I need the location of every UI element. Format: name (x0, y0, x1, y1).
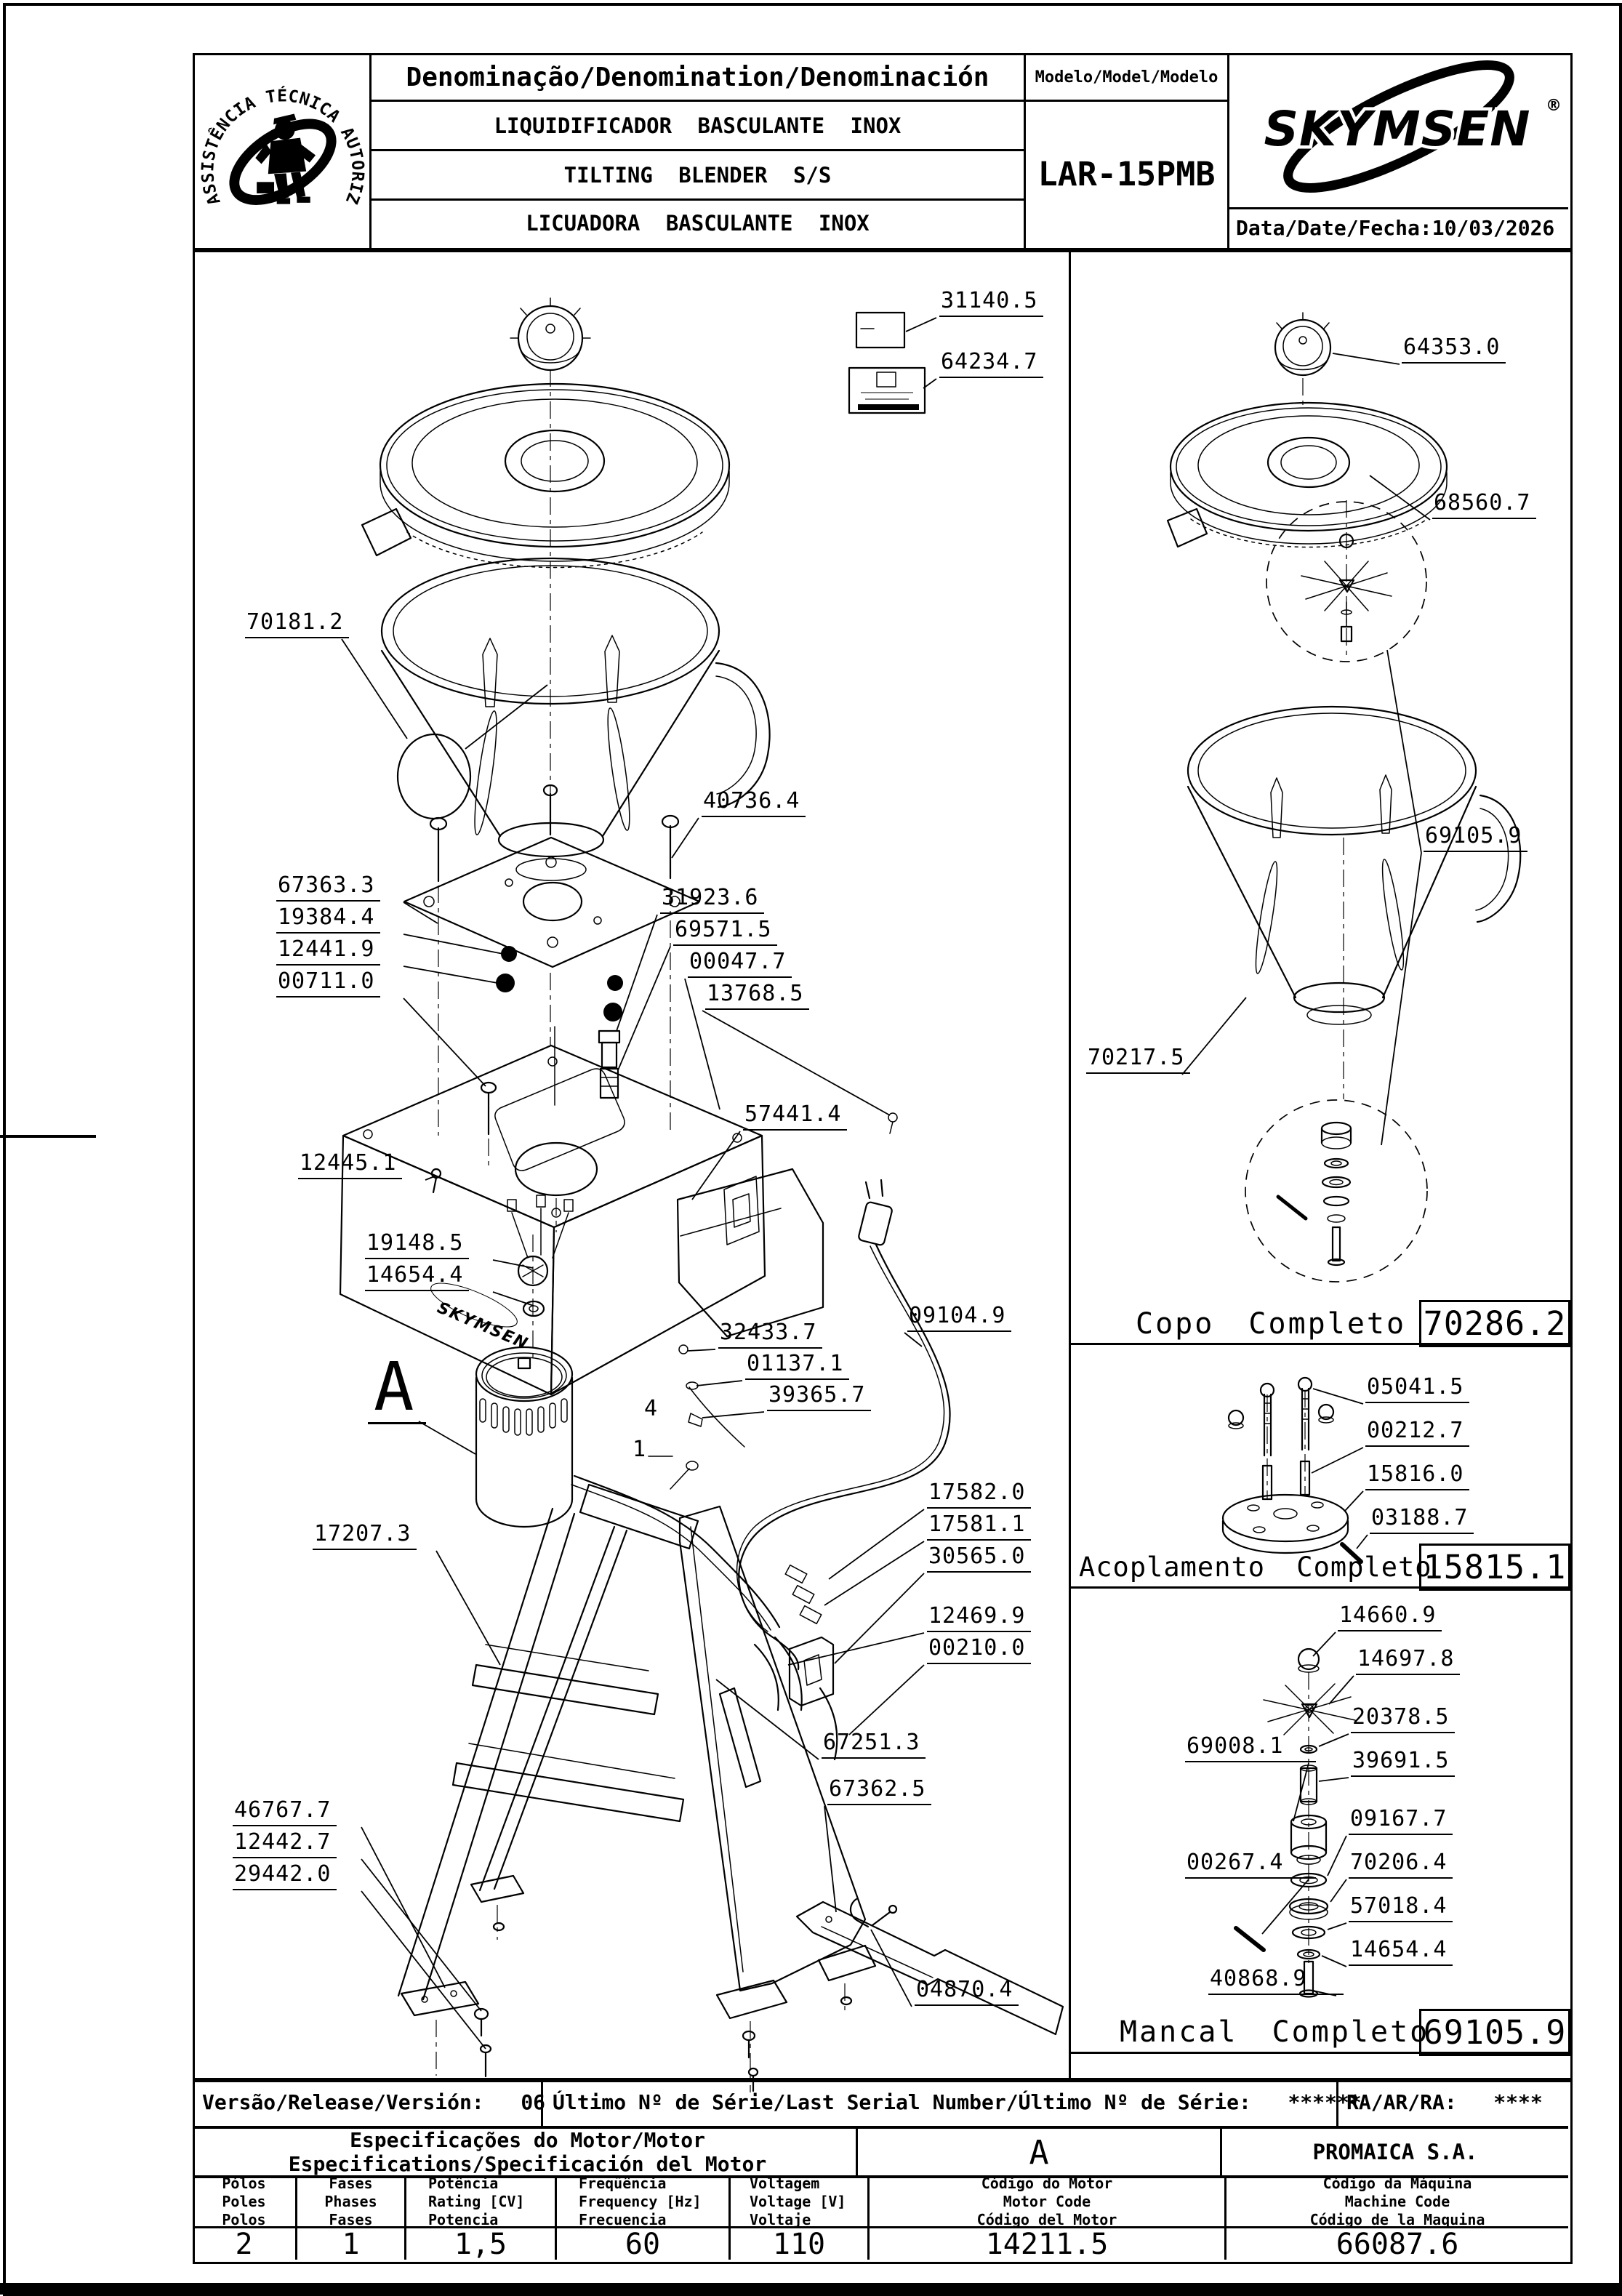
manufacturer-text: PROMAICA S.A. (1312, 2140, 1478, 2164)
part-callout: 30565.0 (927, 1545, 1031, 1573)
serial-value: ****** (1288, 2090, 1362, 2114)
spec-header-frequency (557, 2174, 750, 2228)
version-cell (202, 2079, 546, 2124)
part-callout: 31140.5 (939, 289, 1043, 317)
part-callout: 05041.5 (1365, 1376, 1469, 1403)
spec-header-phases (297, 2174, 404, 2228)
spec-header-poles (193, 2174, 295, 2228)
part-callout: 09104.9 (907, 1304, 1011, 1332)
spec-title-text: Especificações do Motor/Motor Especifications/Specificación del Motor (288, 2128, 767, 2176)
spec-header-line: Frequency [Hz] (579, 2192, 702, 2210)
skymsen-logo (1230, 55, 1567, 205)
version-label: Versão/Release/Versión: (202, 2090, 484, 2114)
right-assemblies-svg (1069, 248, 1568, 2078)
part-callout: 14697.8 (1356, 1647, 1460, 1675)
centerlines (438, 369, 670, 1358)
part-callout: 17581.1 (927, 1513, 1031, 1541)
brand-wordmark: SKYMSEN (1264, 101, 1531, 157)
spec-header-line: Motor Code (1003, 2192, 1091, 2210)
terminal-parts-drawing (507, 1195, 573, 1316)
spec-header-machine-code (1226, 2174, 1568, 2228)
jar-drawing (382, 558, 770, 880)
model-header-text: Modelo/Model/Modelo (1035, 68, 1218, 87)
part-callout: 14660.9 (1338, 1604, 1442, 1631)
spec-value-phases (297, 2228, 404, 2260)
spec-header-line: Voltaje (750, 2210, 811, 2228)
part-callout: 20378.5 (1351, 1706, 1455, 1733)
jar-cap-drawing (510, 298, 590, 370)
part-callout: 70206.4 (1349, 1851, 1453, 1879)
denomination-es-text: LICUADORA BASCULANTE INOX (526, 211, 870, 236)
mancal-assembly-drawing (1236, 1649, 1355, 1997)
section-title-mancal: Mancal Completo (1120, 2015, 1430, 2049)
power-cable-drawing (737, 1180, 950, 1669)
spec-header-line: Fases (329, 2210, 373, 2228)
part-callout: 19148.5 (365, 1232, 469, 1259)
tilt-bracket-drawing (678, 1169, 823, 1336)
part-callout: 29442.0 (233, 1863, 337, 1890)
part-callout: 64234.7 (939, 350, 1043, 378)
spec-value-motor-code (870, 2228, 1224, 2260)
spec-header-line: Código del Motor (976, 2210, 1117, 2228)
spec-header-line: Voltagem (750, 2174, 820, 2192)
registered-mark: ® (1546, 97, 1562, 115)
part-callout: 00267.4 (1185, 1851, 1316, 1879)
part-callout: 00711.0 (276, 970, 380, 998)
housing-brand-text: SKYMSEN (434, 1298, 531, 1354)
spec-header-line: Pólos (222, 2174, 266, 2192)
part-callout: 67362.5 (827, 1778, 931, 1805)
page-bottom-bar (0, 2283, 1622, 2295)
spec-header-line: Potência (428, 2174, 499, 2192)
spec-value-text: 60 (625, 2227, 661, 2261)
spec-header-line: Código do Motor (981, 2174, 1113, 2192)
part-callout: 64353.0 (1402, 336, 1506, 364)
part-callout: 00047.7 (688, 950, 792, 978)
emblem-circular-text: ASSISTÊNCIA TÉCNICA AUTORIZADA (194, 45, 367, 208)
spec-value-text: 1 (342, 2227, 360, 2261)
section-code-acoplamento-text: 15815.1 (1423, 1548, 1567, 1586)
part-callout: 14654.4 (1349, 1938, 1453, 1966)
right-cap-drawing (1275, 313, 1330, 375)
spec-value-voltage (731, 2228, 867, 2260)
version-value: 06 (521, 2090, 546, 2114)
denomination-pt (372, 102, 1024, 149)
authorized-service-emblem (194, 45, 367, 244)
denomination-es (372, 201, 1024, 246)
part-callout: 40736.4 (702, 790, 806, 817)
denomination-header-text: Denominação/Denomination/Denominación (406, 63, 989, 92)
spec-value-text: 1,5 (454, 2227, 507, 2261)
part-callout: 67363.3 (276, 874, 380, 902)
spec-header-line: Machine Code (1344, 2192, 1450, 2210)
part-callout: 57441.4 (743, 1103, 847, 1131)
part-callout: 17582.0 (927, 1481, 1031, 1509)
mounting-plate-drawing (404, 785, 699, 967)
coupling-assembly-drawing (1223, 1378, 1361, 1562)
part-callout: 14654.4 (365, 1264, 469, 1291)
model-value-text: LAR-15PMB (1037, 154, 1216, 193)
spec-header-line: Poles (222, 2192, 266, 2210)
view-marker-a: A (368, 1354, 426, 1424)
model-header (1026, 55, 1227, 100)
spec-header-line: Código da Máquina (1322, 2174, 1472, 2192)
part-callout: 39365.7 (767, 1384, 871, 1411)
part-callout: 69571.5 (673, 918, 777, 946)
denomination-en (372, 151, 1024, 198)
motor-variant-text: A (1029, 2132, 1049, 2172)
model-value (1026, 102, 1227, 246)
part-callout: 57018.4 (1349, 1895, 1453, 1922)
spec-header-line: Phases (324, 2192, 377, 2210)
part-callout: 46767.7 (233, 1799, 337, 1826)
spec-value-text: 14211.5 (985, 2227, 1109, 2261)
ra-value: **** (1493, 2090, 1543, 2114)
centerlines-right (1267, 378, 1346, 1963)
spec-value-text: 66087.6 (1336, 2227, 1459, 2261)
part-callout: 70217.5 (1086, 1046, 1190, 1074)
spec-value-rating (406, 2228, 555, 2260)
motor-drawing (476, 1347, 572, 1527)
spec-value-text: 2 (235, 2227, 253, 2261)
part-callout: 70181.2 (245, 611, 349, 638)
date-cell (1236, 209, 1567, 246)
spec-header-line: Fases (329, 2174, 373, 2192)
part-callout: 13768.5 (705, 982, 809, 1010)
ra-cell (1346, 2079, 1565, 2124)
part-callout: 09167.7 (1349, 1807, 1453, 1835)
date-text: Data/Date/Fecha:10/03/2026 (1236, 215, 1555, 240)
bearing-detail-circle (1245, 1100, 1427, 1282)
right-lid-drawing (1168, 403, 1447, 547)
part-callout: 12445.1 (298, 1152, 402, 1179)
serial-cell (553, 2079, 1362, 2124)
part-callout: 69105.9 (1424, 824, 1527, 852)
part-callout: 32433.7 (718, 1321, 822, 1349)
part-callout: 12441.9 (276, 938, 380, 966)
right-jar-drawing (1188, 707, 1520, 1024)
manufacturer-cell (1222, 2130, 1568, 2174)
part-callout: 40868.9 (1208, 1967, 1344, 1995)
section-code-copo-text: 70286.2 (1423, 1304, 1567, 1343)
part-callout: 12469.9 (927, 1605, 1031, 1632)
spec-value-machine-code (1226, 2228, 1568, 2260)
motor-variant-cell (858, 2130, 1220, 2174)
part-callout: 67251.3 (822, 1731, 926, 1759)
part-callout: 15816.0 (1365, 1463, 1469, 1490)
spec-header-line: Polos (222, 2210, 266, 2228)
fasteners-drawing (481, 946, 623, 1134)
spec-value-text: 110 (772, 2227, 826, 2261)
part-callout: 00212.7 (1365, 1419, 1469, 1447)
wire-mark-1: 1 (633, 1437, 647, 1462)
spec-header-line: Rating [CV] (428, 2192, 525, 2210)
part-callout: 00210.0 (927, 1637, 1031, 1664)
part-callout: 31923.6 (660, 886, 764, 914)
spec-value-poles (193, 2228, 295, 2260)
serial-label: Último Nº de Série/Last Serial Number/Último Nº de Série: (553, 2090, 1251, 2114)
section-title-acoplamento: Acoplamento Completo (1079, 1552, 1432, 1583)
detail-balloon (398, 734, 470, 819)
spec-title-cell (202, 2130, 853, 2174)
fold-mark (0, 1135, 96, 1138)
part-callout: 17207.3 (313, 1522, 417, 1550)
divider-line (1227, 53, 1229, 248)
jar-lid-drawing (362, 384, 729, 568)
denomination-pt-text: LIQUIDIFICADOR BASCULANTE INOX (494, 113, 902, 138)
spec-header-line: Código de la Maquina (1309, 2210, 1485, 2228)
part-callout: 39691.5 (1351, 1749, 1455, 1777)
part-callout: 01137.1 (745, 1352, 849, 1380)
emblem-figure (222, 108, 345, 215)
part-callout: 12442.7 (233, 1831, 337, 1858)
ra-label: RA/AR/RA: (1346, 2090, 1457, 2114)
spec-header-line: Freqüência (579, 2174, 667, 2192)
spec-value-frequency (557, 2228, 728, 2260)
spec-header-motor-code (870, 2174, 1224, 2228)
part-callout: 04870.4 (915, 1978, 1019, 2006)
section-code-mancal-text: 69105.9 (1423, 2013, 1567, 2052)
denomination-en-text: TILTING BLENDER S/S (563, 162, 832, 188)
section-title-copo: Copo Completo (1136, 1307, 1407, 1341)
part-callout: 19384.4 (276, 906, 380, 934)
part-callout: 03188.7 (1370, 1506, 1474, 1534)
wire-mark-4: 4 (644, 1396, 659, 1421)
part-callout: 69008.1 (1185, 1735, 1316, 1762)
denomination-header (372, 55, 1024, 100)
part-callout: 68560.7 (1432, 491, 1536, 519)
spec-header-line: Potencia (428, 2210, 499, 2228)
spec-header-voltage (731, 2174, 886, 2228)
spec-header-line: Voltage [V] (750, 2192, 846, 2210)
spec-header-rating (406, 2174, 577, 2228)
spec-header-line: Frecuencia (579, 2210, 667, 2228)
